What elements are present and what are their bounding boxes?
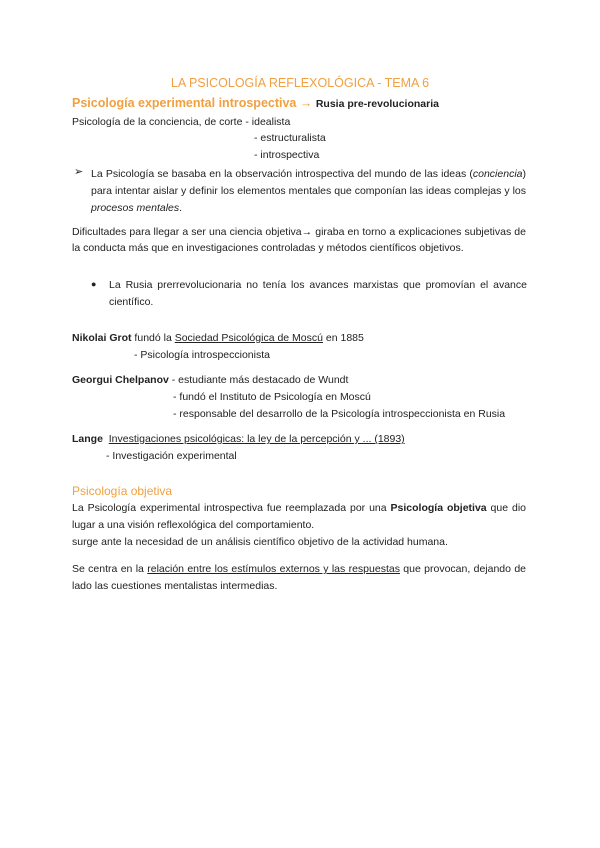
page-title: LA PSICOLOGÍA REFLEXOLÓGICA - TEMA 6 — [170, 76, 430, 90]
grot-item: - Psicología introspeccionista — [134, 349, 270, 361]
section-heading-objetiva: Psicología objetiva — [72, 484, 173, 498]
objetiva-line2: surge ante la necesidad de un análisis científico objetivo de la actividad humana. — [72, 536, 448, 548]
relacion-paragraph: Se centra en la relación entre los estímulos externos y las respuestas que provocan, dejando de lado las cuestiones mentalistas intermedias. — [72, 563, 526, 592]
relacion-link: relación entre los estímulos externos y las respuestas — [147, 563, 400, 575]
chelpanov-item-desarrollo: - responsable del desarrollo de la Psicología introspeccionista en Rusia — [173, 408, 506, 420]
objetiva-paragraph: La Psicología experimental introspectiva fue reemplazada por una Psicología objetiva que dio lugar a una visión reflexológica del comportamiento. — [72, 502, 526, 531]
section-heading-introspectiva — [72, 96, 439, 111]
dificultades-paragraph: Dificultades para llegar a ser una ciencia objetiva→ giraba en torno a explicaciones subjetivas de la conducta más que en investigaciones controladas y métodos científicos objetivos. — [72, 226, 526, 254]
arrow-bullet-icon: ➢ — [74, 166, 84, 178]
lange-line: Lange Investigaciones psicológicas: la ley de la percepción y ... (1893) — [72, 433, 405, 445]
dot-bullet-icon: ● — [91, 279, 97, 289]
chelpanov-item-instituto: - fundó el Instituto de Psicología en Moscú — [173, 391, 371, 403]
lange-book-link: Investigaciones psicológicas: la ley de la percepción y ... (1893) — [108, 433, 405, 445]
introspeccion-paragraph: La Psicología se basaba en la observación introspectiva del mundo de las ideas (conciencia) para intentar aislar y definir los elementos mentales que componían las ideas complejas y los procesos mentales. — [91, 168, 526, 214]
heading-subtext: Rusia pre-revolucionaria — [315, 98, 439, 110]
corte-item-introspectiva: - introspectiva — [254, 149, 320, 161]
heading-text: Psicología experimental introspectiva → — [72, 96, 313, 110]
rusia-paragraph: La Rusia prerrevolucionaria no tenía los avances marxistas que promovían el avance científico. — [109, 279, 527, 308]
chelpanov-line: Georgui Chelpanov - estudiante más destacado de Wundt — [72, 374, 349, 386]
corte-item-estructuralista: - estructuralista — [254, 132, 326, 144]
sociedad-link: Sociedad Psicológica de Moscú — [174, 332, 323, 344]
conciencia-line: Psicología de la conciencia, de corte - idealista — [72, 116, 291, 128]
lange-item: - Investigación experimental — [106, 450, 237, 462]
grot-line: Nikolai Grot fundó la Sociedad Psicológica de Moscú en 1885 — [72, 332, 364, 344]
